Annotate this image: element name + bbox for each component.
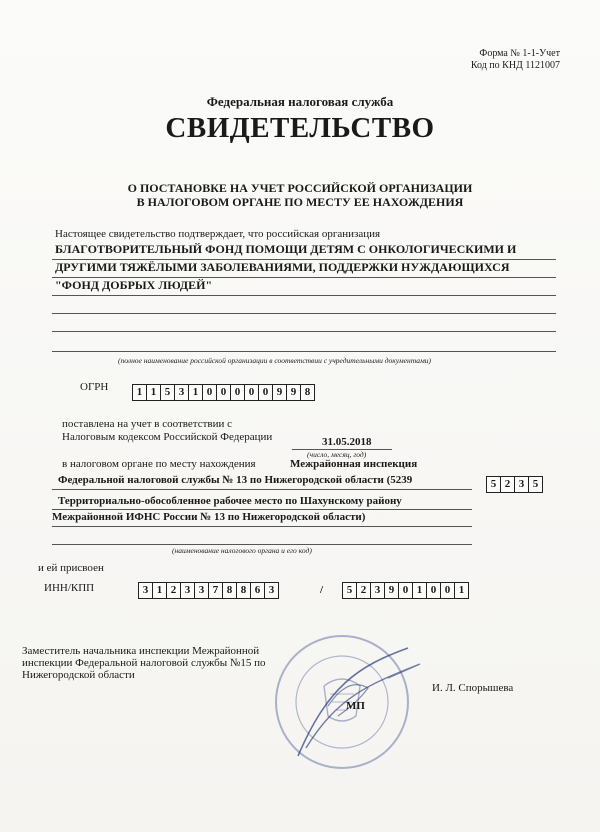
inn-digit: 7: [208, 582, 223, 599]
ogrn-digit: 1: [188, 384, 203, 401]
signatory-position-line-3: Нижегородской области: [22, 669, 135, 681]
organization-line-1: БЛАГОТВОРИТЕЛЬНЫЙ ФОНД ПОМОЩИ ДЕТЯМ С ОНКОЛОГИЧЕСКИМИ И: [55, 242, 517, 256]
inn-digit: 8: [236, 582, 251, 599]
assigned-text: и ей присвоен: [38, 562, 104, 574]
subtitle-line-1: О ПОСТАНОВКЕ НА УЧЕТ РОССИЙСКОЙ ОРГАНИЗАЦИИ: [127, 181, 473, 195]
ogrn-digit: 9: [286, 384, 301, 401]
authority-code-cells: [486, 476, 542, 493]
ogrn-digit: 1: [132, 384, 147, 401]
knd-code: Код по КНД 1121007: [470, 60, 560, 71]
authority-underline-1: [52, 489, 472, 490]
form-number-block: [471, 48, 560, 72]
org-underline-4: [52, 313, 556, 314]
ogrn-digit: 1: [146, 384, 161, 401]
authority-code-digit: 3: [514, 476, 529, 493]
kpp-digit: 5: [342, 582, 357, 599]
document-title: СВИДЕТЕЛЬСТВО: [165, 112, 435, 144]
ogrn-digit: 0: [230, 384, 245, 401]
org-underline-3: [52, 295, 556, 296]
org-caption: (полное наименование российской организации в соответствии с учредительными документами): [118, 356, 432, 365]
organization-line-3: "ФОНД ДОБРЫХ ЛЮДЕЙ": [55, 278, 213, 292]
signatory-position: [22, 645, 266, 681]
authority-line-3: Территориально-обособленное рабочее место по Шахунскому району: [58, 495, 402, 507]
kpp-digit: 0: [440, 582, 455, 599]
ogrn-digit: 8: [300, 384, 315, 401]
authority-underline-2: [52, 509, 472, 510]
kpp-digit: 0: [398, 582, 413, 599]
document-subtitle: [0, 181, 600, 209]
org-underline-6: [52, 351, 556, 352]
form-number: Форма № 1-1-Учет: [479, 48, 560, 59]
kpp-digit: 3: [370, 582, 385, 599]
inn-digit: 3: [138, 582, 153, 599]
ogrn-cells: [132, 384, 314, 401]
date-caption: (число, месяц, год): [307, 450, 367, 459]
authority-code-digit: 2: [500, 476, 515, 493]
kpp-cells: [342, 582, 468, 599]
registration-line-2: Налоговым кодексом Российской Федерации: [62, 431, 273, 443]
authority-code-digit: 5: [528, 476, 543, 493]
inn-kpp-separator: /: [320, 584, 324, 596]
ogrn-label: ОГРН: [80, 381, 109, 393]
inn-digit: 3: [264, 582, 279, 599]
authority-line-4: Межрайонной ИФНС России № 13 по Нижегородской области): [52, 511, 366, 523]
ogrn-digit: 3: [174, 384, 189, 401]
inn-digit: 8: [222, 582, 237, 599]
kpp-digit: 1: [454, 582, 469, 599]
organization-line-2: ДРУГИМИ ТЯЖЁЛЫМИ ЗАБОЛЕВАНИЯМИ, ПОДДЕРЖКИ НУЖДАЮЩИХСЯ: [55, 260, 510, 274]
authority-underline-4: [52, 544, 472, 545]
authority-underline-3: [52, 526, 472, 527]
signatory-position-line-1: Заместитель начальника инспекции Межрайонной: [22, 645, 260, 657]
inn-digit: 3: [180, 582, 195, 599]
subtitle-line-2: В НАЛОГОВОМ ОРГАНЕ ПО МЕСТУ ЕЕ НАХОЖДЕНИЯ: [136, 195, 464, 209]
signatory-position-line-2: инспекции Федеральной налоговой службы №15 по: [22, 657, 266, 669]
kpp-digit: 9: [384, 582, 399, 599]
ogrn-digit: 0: [216, 384, 231, 401]
registration-line-1: поставлена на учет в соответствии с: [62, 418, 233, 430]
stamp-label: МП: [346, 700, 365, 712]
inn-kpp-label: ИНН/КПП: [44, 582, 95, 594]
authority-line-2: Федеральной налоговой службы № 13 по Нижегородской области (5239: [58, 474, 413, 486]
inn-digit: 2: [166, 582, 181, 599]
kpp-digit: 0: [426, 582, 441, 599]
kpp-digit: 1: [412, 582, 427, 599]
intro-text: Настоящее свидетельство подтверждает, что российская организация: [55, 228, 381, 240]
ogrn-digit: 0: [202, 384, 217, 401]
registration-line-3: в налоговом органе по месту нахождения: [62, 458, 256, 470]
authority-line-1: Межрайонная инспекция: [290, 458, 418, 470]
ogrn-digit: 0: [244, 384, 259, 401]
org-underline-5: [52, 331, 556, 332]
inn-cells: [138, 582, 278, 599]
inn-digit: 3: [194, 582, 209, 599]
ogrn-digit: 0: [258, 384, 273, 401]
ogrn-digit: 5: [160, 384, 175, 401]
authority-code-digit: 5: [486, 476, 501, 493]
signatory-name: И. Л. Спорышева: [432, 682, 514, 694]
agency-name: Федеральная налоговая служба: [206, 94, 394, 109]
kpp-digit: 2: [356, 582, 371, 599]
inn-digit: 6: [250, 582, 265, 599]
authority-caption: (наименование налогового органа и его код): [172, 546, 312, 555]
ogrn-digit: 9: [272, 384, 287, 401]
registration-date: 31.05.2018: [322, 436, 372, 448]
inn-digit: 1: [152, 582, 167, 599]
